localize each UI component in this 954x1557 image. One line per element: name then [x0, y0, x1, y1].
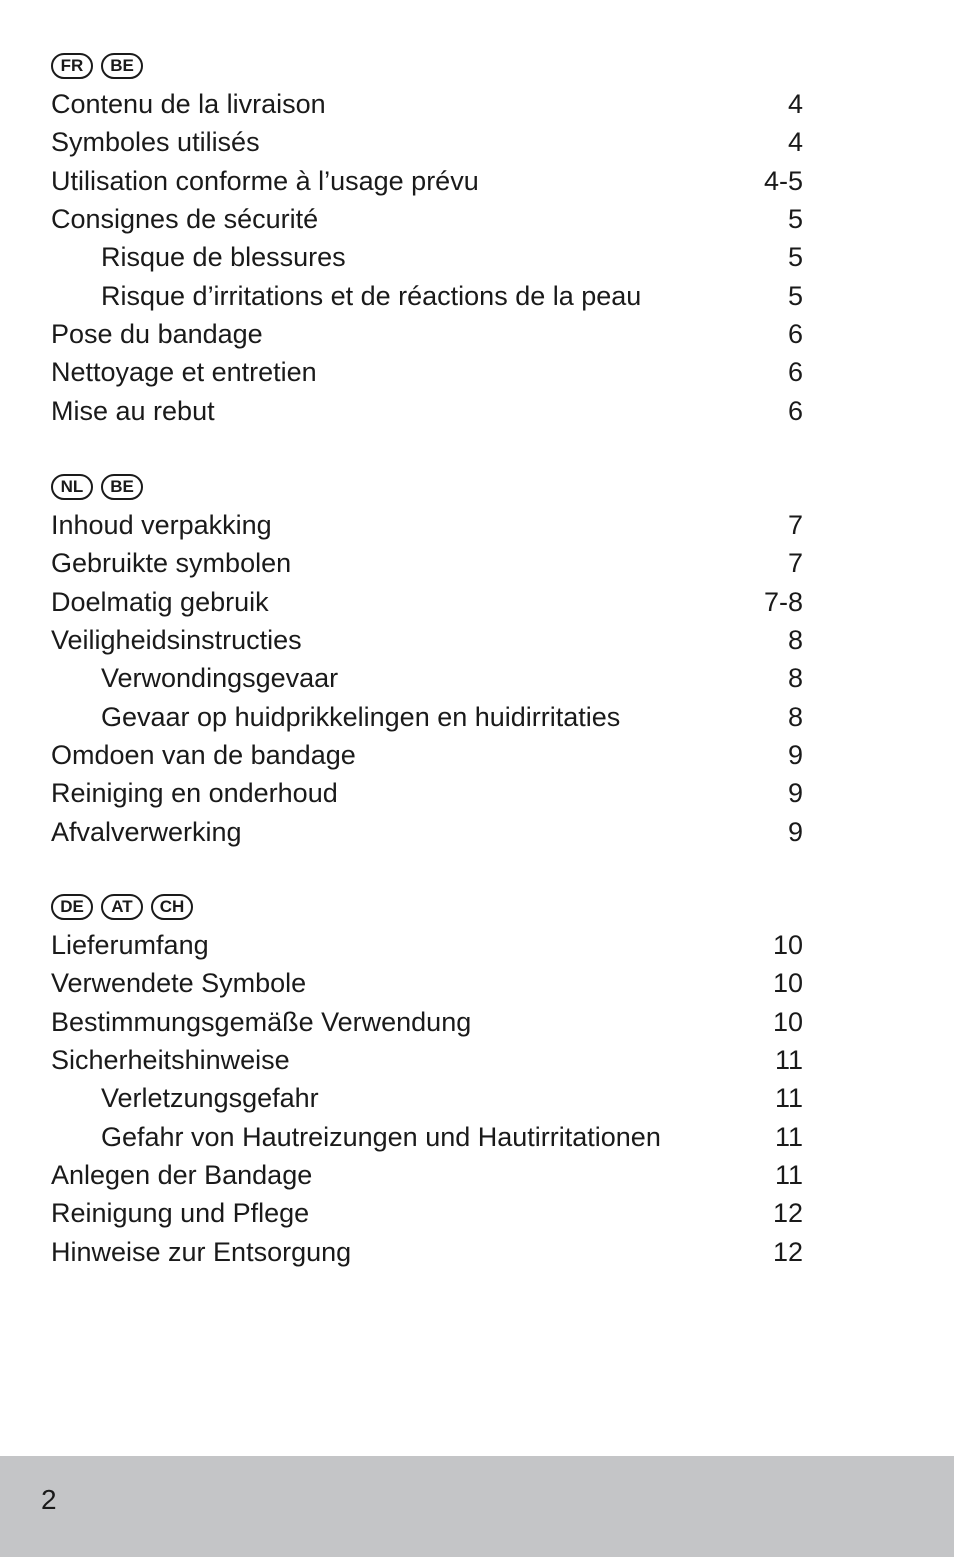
toc-entry-label: Anlegen der Bandage: [51, 1159, 313, 1190]
toc-subentry[interactable]: [51, 659, 803, 697]
toc-entry-page: 9: [787, 778, 803, 809]
toc-entry-label: Reinigung und Pflege: [51, 1198, 310, 1229]
toc-subentry[interactable]: [51, 1117, 803, 1155]
toc-entry[interactable]: [51, 926, 803, 964]
toc-entry-page: 4-5: [763, 165, 803, 196]
toc-entry[interactable]: [51, 964, 803, 1002]
toc-entry-label: Mise au rebut: [51, 395, 215, 426]
country-badge-ch: CH: [151, 894, 193, 920]
toc-entry-label: Bestimmungsgemäße Verwendung: [51, 1006, 472, 1037]
toc-entry[interactable]: [51, 200, 803, 238]
toc-entry-page: 9: [787, 739, 803, 770]
toc-entry-page: 11: [774, 1159, 803, 1190]
country-badge-be: BE: [101, 53, 143, 79]
toc-entry-label: Verletzungsgefahr: [101, 1083, 319, 1114]
toc-subentry[interactable]: [51, 1079, 803, 1117]
page-number: 2: [41, 1484, 57, 1515]
toc-entry[interactable]: [51, 544, 803, 582]
toc-entry-label: Doelmatig gebruik: [51, 586, 269, 617]
toc-entry-label: Omdoen van de bandage: [51, 739, 356, 770]
toc-entry[interactable]: [51, 1232, 803, 1270]
toc-section-fr-be: [51, 51, 803, 430]
country-badge-be: BE: [101, 474, 143, 500]
toc-entry[interactable]: [51, 391, 803, 429]
toc-entry-page: 6: [787, 395, 803, 426]
toc-entry[interactable]: [51, 353, 803, 391]
toc-subentry[interactable]: [51, 697, 803, 735]
toc-entry-page: 10: [772, 1006, 803, 1037]
toc-entry[interactable]: [51, 315, 803, 353]
country-badges: [51, 892, 803, 922]
country-badge-nl: NL: [51, 474, 93, 500]
toc-entry-label: Inhoud verpakking: [51, 510, 272, 541]
toc-entry-label: Gefahr von Hautreizungen und Hautirritationen: [101, 1121, 661, 1152]
country-badge-de: DE: [51, 894, 93, 920]
toc-entry-page: 7: [787, 548, 803, 579]
toc-entry[interactable]: [51, 1156, 803, 1194]
toc-entry-page: 10: [772, 968, 803, 999]
toc-entry-page: 4: [787, 127, 803, 158]
toc-entry-label: Gebruikte symbolen: [51, 548, 292, 579]
toc-entry[interactable]: [51, 774, 803, 812]
toc-entry-label: Contenu de la livraison: [51, 89, 326, 120]
toc-entry[interactable]: [51, 162, 803, 200]
toc-entry-label: Consignes de sécurité: [51, 204, 319, 235]
toc-entry-label: Veiligheidsinstructies: [51, 625, 302, 656]
toc-entry-page: 5: [787, 204, 803, 235]
toc-entry-label: Pose du bandage: [51, 318, 263, 349]
toc-entry-page: 8: [787, 663, 803, 694]
toc-entry[interactable]: [51, 1041, 803, 1079]
toc-entry-page: 8: [787, 625, 803, 656]
toc-entry-page: 11: [774, 1045, 803, 1076]
country-badge-fr: FR: [51, 53, 93, 79]
toc-entry[interactable]: [51, 506, 803, 544]
toc-entry[interactable]: [51, 85, 803, 123]
toc-section-nl-be: [51, 472, 803, 851]
toc-entry-page: 5: [787, 280, 803, 311]
toc-entry-page: 5: [787, 242, 803, 273]
toc-entry[interactable]: [51, 812, 803, 850]
toc-entry[interactable]: [51, 1194, 803, 1232]
toc-entry-label: Risque d’irritations et de réactions de la peau: [101, 280, 642, 311]
toc-entry-label: Gevaar op huidprikkelingen en huidirritaties: [101, 701, 621, 732]
toc-entry-page: 10: [772, 930, 803, 961]
toc-entry-page: 4: [787, 89, 803, 120]
toc-entry-page: 6: [787, 318, 803, 349]
toc-entry[interactable]: [51, 736, 803, 774]
toc-entry-label: Sicherheitshinweise: [51, 1045, 290, 1076]
toc-entry-page: 7-8: [763, 586, 803, 617]
toc-entry-page: 11: [774, 1121, 803, 1152]
toc-entry-page: 6: [787, 357, 803, 388]
toc-entry-label: Verwondingsgevaar: [101, 663, 339, 694]
toc-section-de-at-ch: [51, 892, 803, 1271]
toc-entry-label: Nettoyage et entretien: [51, 357, 317, 388]
toc-entry-label: Hinweise zur Entsorgung: [51, 1236, 352, 1267]
toc-entry-label: Lieferumfang: [51, 930, 209, 961]
toc-entry-label: Utilisation conforme à l’usage prévu: [51, 165, 479, 196]
toc-subentry[interactable]: [51, 276, 803, 314]
toc-entry-page: 12: [772, 1236, 803, 1267]
toc-entry-label: Symboles utilisés: [51, 127, 260, 158]
toc-entry-page: 12: [772, 1198, 803, 1229]
toc-entry-page: 7: [787, 510, 803, 541]
toc-entry-page: 9: [787, 816, 803, 847]
toc-entry-label: Afvalverwerking: [51, 816, 242, 847]
toc-entry[interactable]: [51, 1003, 803, 1041]
country-badge-at: AT: [101, 894, 143, 920]
toc-entry-label: Reiniging en onderhoud: [51, 778, 338, 809]
toc-entry-page: 8: [787, 701, 803, 732]
toc-entry-page: 11: [774, 1083, 803, 1114]
toc-entry-label: Verwendete Symbole: [51, 968, 307, 999]
toc-subentry[interactable]: [51, 238, 803, 276]
toc-entry[interactable]: [51, 583, 803, 621]
toc-entry-label: Risque de blessures: [101, 242, 346, 273]
toc-entry[interactable]: [51, 123, 803, 161]
country-badges: [51, 51, 803, 81]
footer-band: [0, 1456, 954, 1557]
country-badges: [51, 472, 803, 502]
toc-entry[interactable]: [51, 621, 803, 659]
